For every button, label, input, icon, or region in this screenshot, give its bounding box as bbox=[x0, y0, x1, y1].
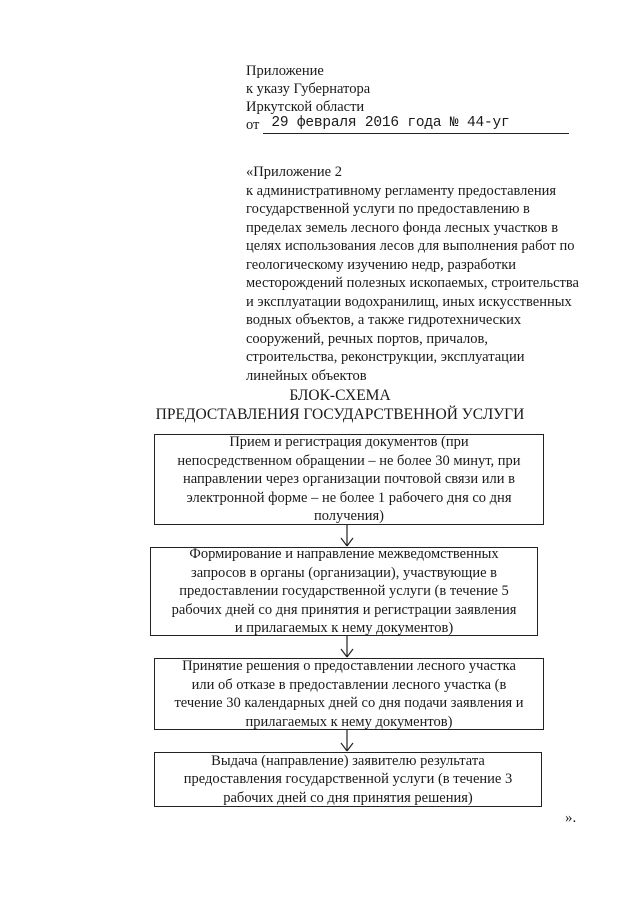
step-text-line: Выдача (направление) заявителю результата bbox=[211, 752, 485, 769]
flow-arrow-down-icon bbox=[337, 636, 357, 658]
flowchart-title-line1: БЛОК-СХЕМА bbox=[289, 387, 391, 404]
step-text-line: Принятие решения о предоставлении лесного участка bbox=[182, 658, 516, 674]
header-line-region: Иркутской области bbox=[246, 99, 365, 115]
appendix-line: целях использования лесов для выполнения работ по bbox=[246, 238, 575, 254]
appendix-line: государственной услуги по предоставлению в bbox=[246, 201, 530, 217]
appendix-line: сооружений, речных портов, причалов, bbox=[246, 330, 488, 347]
appendix-line: строительства, реконструкции, эксплуатации bbox=[246, 349, 525, 365]
appendix-line: месторождений полезных ископаемых, строительства bbox=[246, 275, 579, 291]
step-text-line: прилагаемых к нему документов) bbox=[245, 713, 453, 730]
step-text-line: Прием и регистрация документов (при bbox=[229, 434, 469, 451]
flowchart-title-line2: ПРЕДОСТАВЛЕНИЯ ГОСУДАРСТВЕННОЙ УСЛУГИ bbox=[155, 406, 525, 423]
appendix-line: пределах земель лесного фонда лесных участков в bbox=[246, 219, 559, 236]
step-text-line: или об отказе в предоставлении лесного участка (в bbox=[191, 676, 507, 693]
flow-arrow-down-icon bbox=[337, 730, 357, 752]
header-line-decree: к указу Губернатора bbox=[246, 81, 371, 97]
appendix-line: и эксплуатации водохранилищ, иных искусственных bbox=[246, 293, 572, 310]
date-underline bbox=[263, 117, 569, 134]
step-text-line: рабочих дней со дня принятия решения) bbox=[223, 789, 473, 806]
flow-arrow-down-icon bbox=[337, 525, 357, 547]
step-text-line: направлении через организации почтовой связи или в bbox=[183, 471, 515, 488]
step-text-line: непосредственном обращении – не более 30 минут, при bbox=[177, 452, 521, 469]
step-text-line: электронной форме – не более 1 рабочего дня со дня bbox=[186, 489, 512, 506]
step-text-line: рабочих дней со дня принятия и регистрации заявления bbox=[171, 601, 517, 618]
step-text-line: предоставлении государственной услуги (в течение 5 bbox=[179, 583, 509, 600]
step-text-line: и прилагаемых к нему документов) bbox=[234, 620, 454, 637]
appendix-line: линейных объектов bbox=[246, 367, 367, 384]
appendix-header bbox=[246, 62, 576, 134]
flowchart-step-decision bbox=[154, 658, 544, 730]
appendix-line: геологическому изучению недр, разработки bbox=[246, 256, 516, 273]
step-text-line: Формирование и направление межведомственных bbox=[189, 546, 499, 563]
closing-quote: ». bbox=[565, 810, 577, 826]
date-prefix: от bbox=[246, 117, 260, 133]
flowchart-step-receipt bbox=[154, 434, 544, 525]
step-text-line: получения) bbox=[313, 508, 385, 525]
appendix-line: к административному регламенту предоставления bbox=[246, 182, 557, 199]
appendix-line: водных объектов, а также гидротехнических bbox=[246, 312, 522, 328]
decree-date-value: 29 февраля 2016 года № 44-уг bbox=[271, 115, 510, 131]
flowchart-title bbox=[140, 386, 540, 424]
flowchart-step-issuance bbox=[154, 752, 542, 807]
flowchart-step-interagency-requests bbox=[150, 547, 538, 636]
step-text-line: запросов в органы (организации), участвующие в bbox=[190, 564, 497, 581]
decree-date-line bbox=[246, 116, 576, 134]
header-line-appendix: Приложение bbox=[246, 63, 324, 79]
appendix-description bbox=[246, 182, 616, 386]
step-text-line: предоставления государственной услуги (в течение 3 bbox=[183, 771, 513, 788]
step-text-line: течение 30 календарных дней со дня подачи заявления и bbox=[174, 695, 524, 711]
regulation-appendix-reference bbox=[246, 163, 616, 385]
appendix-title: «Приложение 2 bbox=[246, 164, 342, 180]
